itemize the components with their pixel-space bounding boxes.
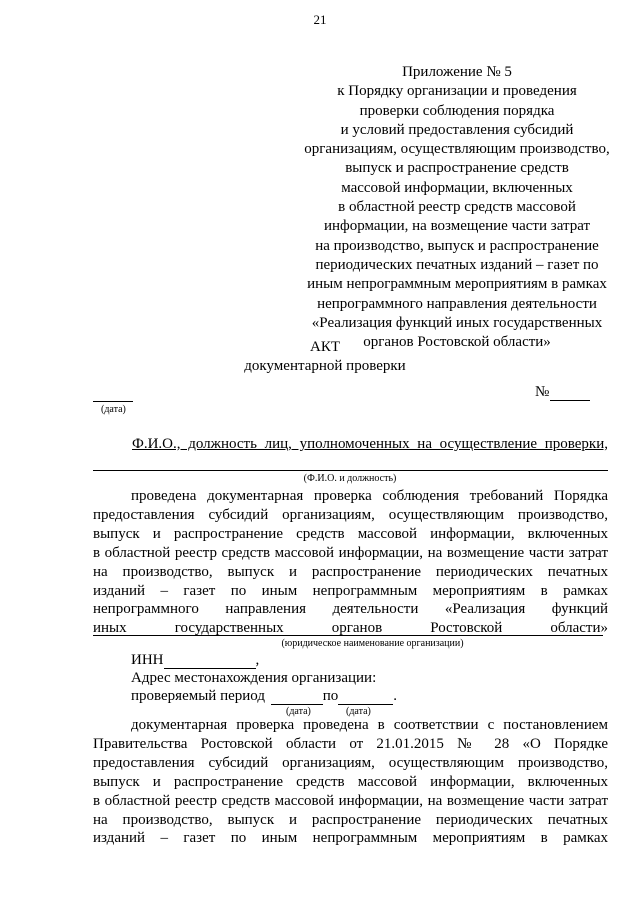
paragraph-line: изданий – газет по иным непрограммным мероприятиям в рамках xyxy=(93,582,608,599)
org-name-blank[interactable] xyxy=(93,635,603,636)
appendix-line: массовой информации, включенных xyxy=(341,179,573,196)
period-to-blank[interactable] xyxy=(338,690,393,705)
number-label: № xyxy=(535,384,550,400)
period-from-caption: (дата) xyxy=(286,706,311,717)
date-caption: (дата) xyxy=(101,404,126,415)
period-row xyxy=(131,688,397,705)
paragraph-requirements xyxy=(93,487,608,638)
paragraph-line: предоставления субсидий организациям, осуществляющим производство, xyxy=(93,506,608,523)
period-to-caption: (дата) xyxy=(346,706,371,717)
appendix-line: информации, на возмещение части затрат xyxy=(323,218,591,235)
appendix-line: Приложение № 5 xyxy=(402,64,512,80)
paragraph-line: проведена документарная проверка соблюдения требований Порядка xyxy=(131,488,608,504)
appendix-line: органов Ростовской области» xyxy=(363,334,551,351)
act-title-block xyxy=(0,338,640,376)
appendix-line: организациям, осуществляющим производство, xyxy=(304,141,610,158)
period-from-blank[interactable] xyxy=(271,690,323,705)
number-blank[interactable] xyxy=(550,386,590,401)
appendix-line: периодических печатных изданий – газет по xyxy=(315,256,599,273)
paragraph-basis xyxy=(93,716,608,848)
period-to: по xyxy=(322,688,339,704)
inn-row xyxy=(131,652,259,669)
period-end: . xyxy=(393,688,398,704)
appendix-line: к Порядку организации и проведения xyxy=(337,83,577,100)
paragraph-line: в областной реестр средств массовой информации, на возмещение части затрат xyxy=(93,792,608,809)
appendix-line: выпуск и распространение средств xyxy=(345,160,569,177)
inn-label: ИНН xyxy=(131,652,164,668)
appendix-line: на производство, выпуск и распространение xyxy=(315,237,599,254)
period-label: проверяемый период xyxy=(131,688,265,704)
date-blank[interactable] xyxy=(93,387,133,402)
address-label: Адрес местонахождения организации: xyxy=(131,670,377,686)
appendix-line: и условий предоставления субсидий xyxy=(340,121,574,138)
act-subtitle: документарной проверки xyxy=(244,358,406,374)
fio-caption: (Ф.И.О. и должность) xyxy=(303,473,397,484)
paragraph-line: выпуск и распространение средств массовой информации, включенных xyxy=(93,773,608,790)
paragraph-line: непрограммного направления деятельности «Реализация функций xyxy=(93,601,608,618)
act-number xyxy=(535,384,590,401)
appendix-line: непрограммного направления деятельности xyxy=(317,295,597,312)
appendix-line: в областной реестр средств массовой xyxy=(338,199,576,216)
paragraph-line: выпуск и распространение средств массовой информации, включенных xyxy=(93,525,608,542)
paragraph-line: предоставления субсидий организациям, осуществляющим производство, xyxy=(93,754,608,771)
paragraph-line: иных государственных органов Ростовской области» xyxy=(93,620,608,637)
act-title: АКТ xyxy=(310,339,340,355)
paragraph-line: в областной реестр средств массовой информации, на возмещение части затрат xyxy=(93,544,608,561)
paragraph-line: на производство, выпуск и распространение периодических печатных xyxy=(93,811,608,828)
inspectors-line: Ф.И.О., должность лиц, уполномоченных на осуществление проверки, xyxy=(132,436,608,452)
appendix-header xyxy=(292,63,622,352)
paragraph-line: документарная проверка проведена в соответствии с постановлением xyxy=(131,717,608,733)
appendix-line: иным непрограммным мероприятиям в рамках xyxy=(307,276,607,293)
page-number: 21 xyxy=(313,12,327,27)
paragraph-line: изданий – газет по иным непрограммным мероприятиям в рамках xyxy=(93,830,608,847)
paragraph-line: Правительства Ростовской области от 21.01.2015 № 28 «О Порядке xyxy=(93,735,608,752)
appendix-line: «Реализация функций иных государственных xyxy=(311,314,603,331)
paragraph-line: на производство, выпуск и распространение периодических печатных xyxy=(93,563,608,580)
inn-suffix: , xyxy=(255,652,260,668)
appendix-line: проверки соблюдения порядка xyxy=(359,102,555,119)
fio-blank[interactable] xyxy=(93,470,608,471)
inn-blank[interactable] xyxy=(164,654,256,669)
org-caption: (юридическое наименование организации) xyxy=(281,638,464,649)
